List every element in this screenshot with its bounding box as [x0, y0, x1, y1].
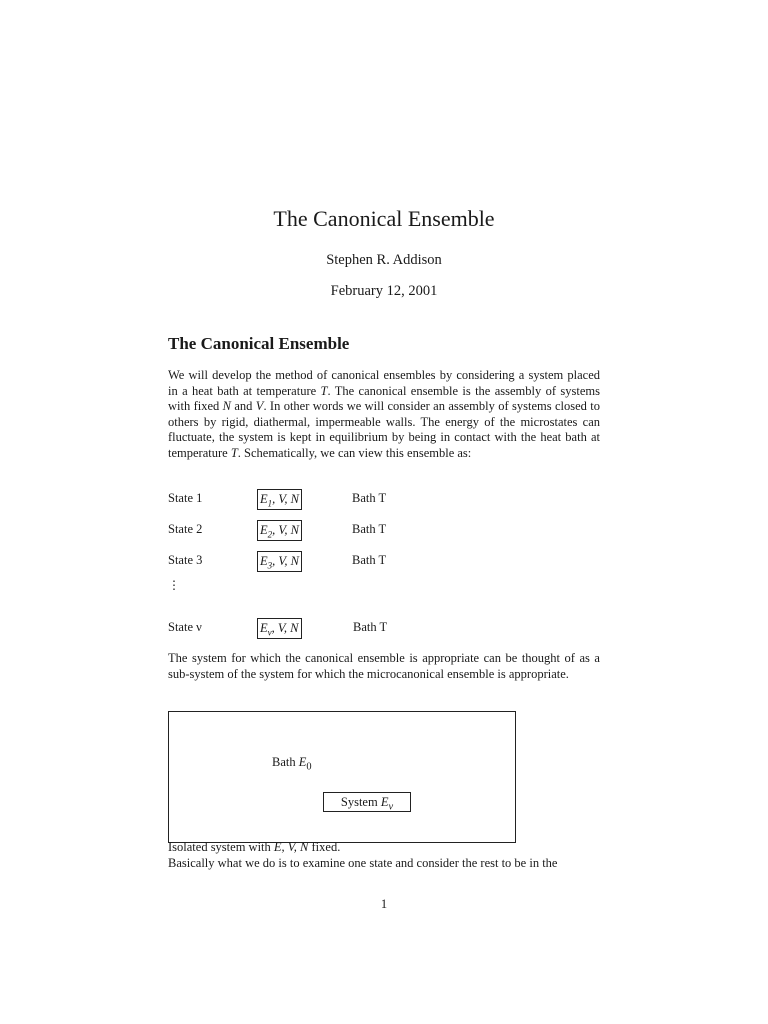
state-box: $E_1$, V, N [257, 489, 302, 510]
state-box: $E_\nu$, V, N [257, 618, 302, 639]
document-date: February 12, 2001 [330, 283, 438, 299]
state-box: $E_2$, V, N [257, 520, 302, 541]
state-box: $E_3$, V, N [257, 551, 302, 572]
bath-label: Bath T [352, 553, 387, 567]
state-label: State ν [168, 620, 202, 634]
vertical-ellipsis: ⋮ [168, 578, 180, 592]
document-title: The Canonical Ensemble [273, 206, 495, 231]
subsystem-paragraph: The system for which the canonical ensemble is appropriate can be thought of as a sub-system of the system for which the microcanonical ensemble is appropriate. [168, 651, 600, 681]
bath-label: Bath T [353, 620, 388, 634]
bath-label: Bath T [352, 522, 387, 536]
continuation-paragraph: Basically what we do is to examine one state and consider the rest to be in the [168, 856, 558, 870]
diagram-bath-label: Bath $E_0$ [272, 755, 312, 773]
state-label: State 3 [168, 553, 203, 567]
page-number: 1 [380, 897, 388, 911]
bath-label: Bath T [352, 491, 387, 505]
diagram-caption: Isolated system with E, V, N fixed. [168, 840, 341, 854]
state-label: State 1 [168, 491, 203, 505]
isolated-system-diagram [168, 711, 516, 843]
state-label: State 2 [168, 522, 203, 536]
section-heading: The Canonical Ensemble [168, 334, 350, 353]
diagram-system-box: System $E_\nu$ [323, 792, 411, 812]
author-name: Stephen R. Addison [326, 252, 442, 268]
intro-paragraph: We will develop the method of canonical ensembles by considering a system placed in a heat bath at temperature T. The canonical ensemble is the assembly of systems with fixed N and V. In other words we will consider an assembly of systems closed to others by rigid, diathermal, impermeable walls. The energy of the microstates can fluctuate, the system is kept in equilibrium by being in contact with the heat bath at temperature T. Schematically, we can view this ensemble as: [168, 368, 600, 460]
